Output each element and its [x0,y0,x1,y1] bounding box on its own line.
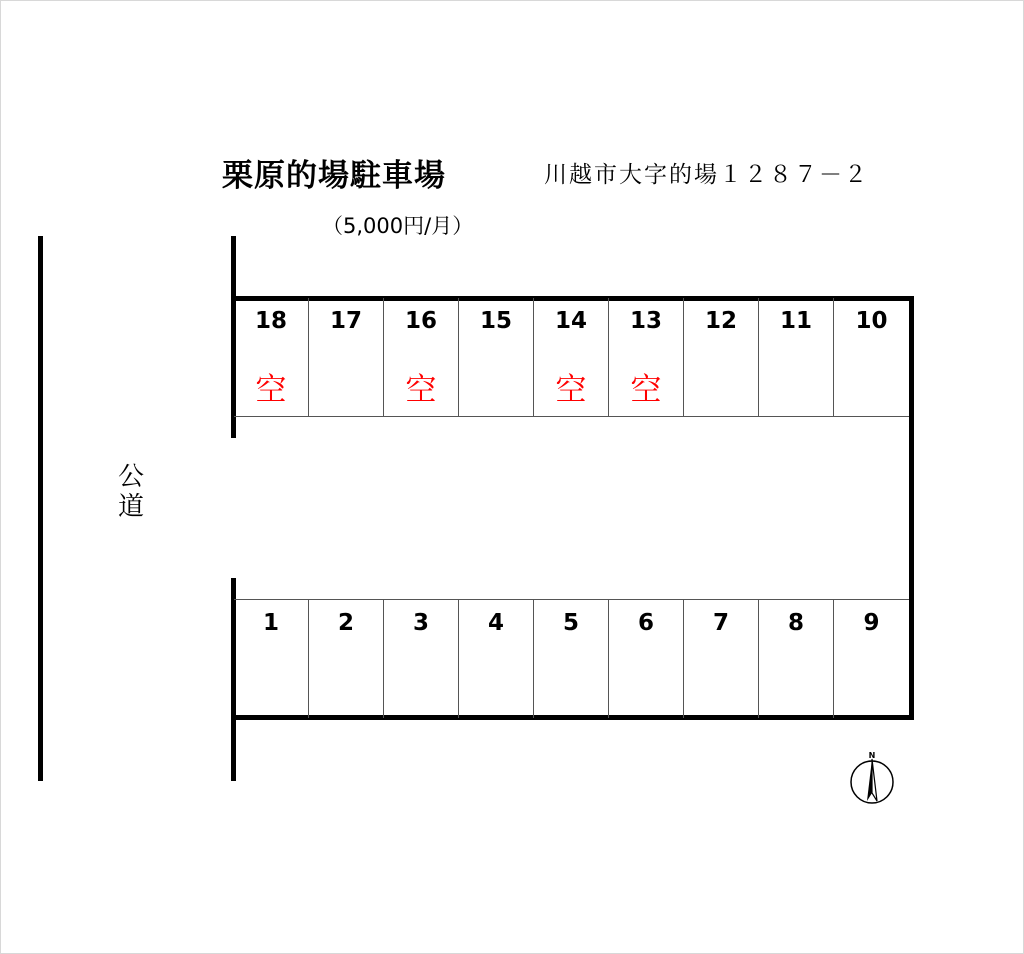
parking-space [234,298,309,416]
parking-space [459,600,534,718]
space-number: 14 [554,308,587,334]
north-arrow-icon [847,749,897,807]
public-road-label [116,462,146,522]
space-number: 9 [863,610,880,636]
parking-space [834,600,909,718]
parking-space [459,298,534,416]
road-label-char: 道 [117,492,144,522]
parking-space [534,600,609,718]
parking-space [759,600,834,718]
space-number: 5 [562,610,579,636]
space-number: 15 [479,308,512,334]
parking-row-north [234,298,909,417]
parking-space [834,298,909,416]
parking-lot-title: 栗原的場駐車場 [222,158,446,194]
space-number: 13 [629,308,662,334]
parking-space [684,298,759,416]
parking-space [309,298,384,416]
space-number: 18 [254,308,287,334]
monthly-price: （5,000円/月） [322,214,474,238]
space-number: 2 [337,610,354,636]
vacant-mark: 空 [405,372,437,408]
space-number: 8 [787,610,804,636]
space-number: 4 [487,610,504,636]
parking-row-south [234,599,909,718]
space-number: 10 [855,308,888,334]
vacant-mark: 空 [555,372,587,408]
parking-space [759,298,834,416]
parking-space [684,600,759,718]
space-number: 6 [637,610,654,636]
parking-space [609,600,684,718]
public-road-line [38,236,43,781]
space-number: 17 [329,308,362,334]
vacant-mark: 空 [630,372,662,408]
road-label-char: 公 [117,462,144,492]
vacant-mark: 空 [255,372,287,408]
parking-space [609,298,684,416]
parking-space [384,298,459,416]
space-number: 12 [704,308,737,334]
parking-space [234,600,309,718]
parking-space [309,600,384,718]
space-number: 11 [779,308,812,334]
space-number: 3 [412,610,429,636]
lot-boundary-right [909,296,914,720]
north-label: N [868,751,876,760]
parking-space [384,600,459,718]
parking-space [534,298,609,416]
parking-lot-address: 川越市大字的場１２８７－２ [544,162,869,188]
space-number: 1 [262,610,279,636]
space-number: 16 [404,308,437,334]
space-number: 7 [712,610,729,636]
